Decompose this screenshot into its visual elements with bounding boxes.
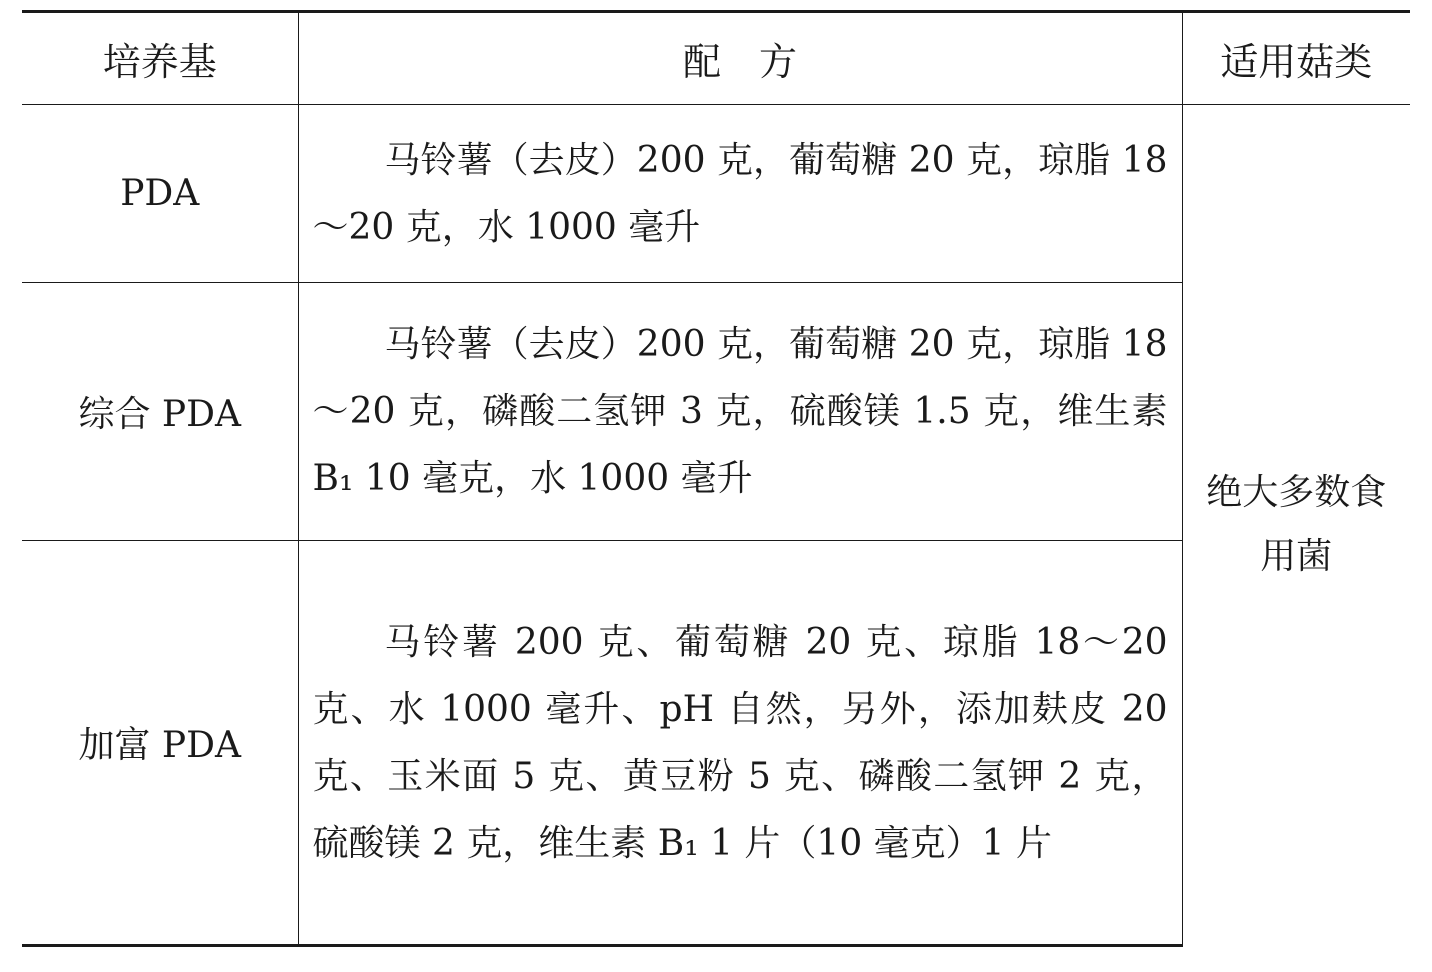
table-header [22, 12, 1410, 105]
applicable-cell [1182, 105, 1410, 946]
row-composite-pda-formula: 马铃薯（去皮）200 克，葡萄糖 20 克，琼脂 18～20 克，磷酸二氢钾 3 克，硫酸镁 1.5 克，维生素 B₁ 10 毫克，水 1000 毫升 [298, 283, 1182, 541]
header-applicable: 适用菇类 [1182, 12, 1410, 105]
row-pda-medium: PDA [22, 105, 298, 283]
culture-medium-table-container [22, 10, 1410, 947]
header-row [22, 12, 1410, 105]
header-formula-text: 配 方 [682, 40, 797, 84]
applicable-value: 绝大多数食用菌 [1206, 472, 1387, 578]
header-formula [298, 12, 1182, 105]
row-enriched-pda-formula: 马铃薯 200 克、葡萄糖 20 克、琼脂 18～20 克、水 1000 毫升、pH 自然，另外，添加麸皮 20 克、玉米面 5 克、黄豆粉 5 克、磷酸二氢钾 2 克，硫酸镁 2 克，维生素 B₁ 1 片（10 毫克）1 片 [298, 541, 1182, 946]
row-composite-pda-medium: 综合 PDA [22, 283, 298, 541]
row-enriched-pda-medium: 加富 PDA [22, 541, 298, 946]
header-medium: 培养基 [22, 12, 298, 105]
row-pda-formula: 马铃薯（去皮）200 克，葡萄糖 20 克，琼脂 18～20 克，水 1000 毫升 [298, 105, 1182, 283]
table-row [22, 105, 1410, 283]
table-body [22, 105, 1410, 946]
culture-medium-table [22, 10, 1410, 947]
